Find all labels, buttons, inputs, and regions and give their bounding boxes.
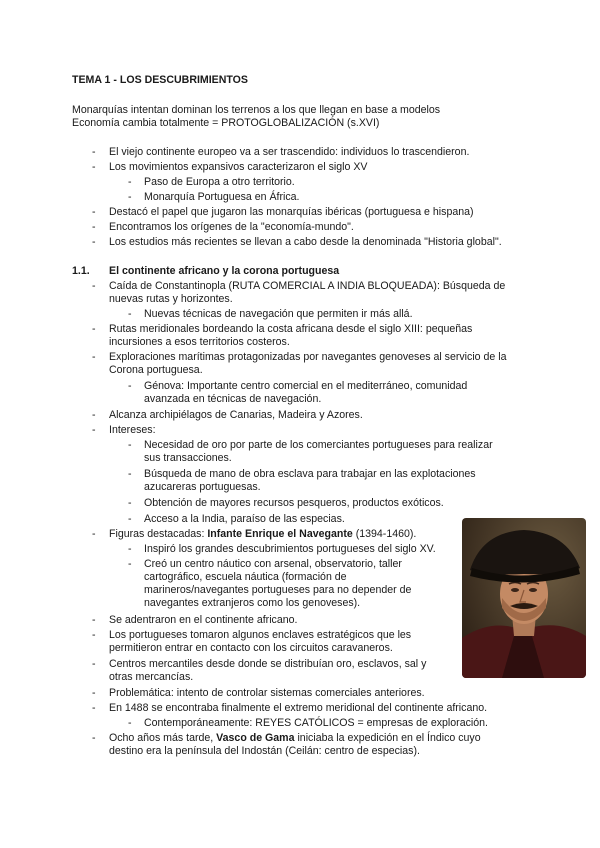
bullet-text-cont: otras mercancías. bbox=[109, 671, 194, 683]
sub-bullet-dash: - bbox=[128, 497, 132, 509]
bullet-dash: - bbox=[92, 629, 96, 641]
bullet-dash: - bbox=[92, 351, 96, 363]
sub-bullet-dash: - bbox=[128, 176, 132, 188]
sub-bullet-text: Paso de Europa a otro territorio. bbox=[144, 176, 295, 188]
sub-bullet-dash: - bbox=[128, 558, 132, 570]
sub-bullet-text: Inspiró los grandes descubrimientos portugueses del siglo XV. bbox=[144, 543, 436, 555]
bullet-text-cont: permitieron entrar en contacto con los circuitos caravaneros. bbox=[109, 642, 393, 654]
bullet-text: Caída de Constantinopla (RUTA COMERCIAL A INDIA BLOQUEADA): Búsqueda de bbox=[109, 280, 506, 292]
figure-dates: (1394-1460). bbox=[352, 528, 417, 540]
section-number: 1.1. bbox=[72, 265, 90, 277]
explorer-name: Vasco de Gama bbox=[216, 732, 295, 744]
bullet-dash: - bbox=[92, 280, 96, 292]
bullet-dash: - bbox=[92, 206, 96, 218]
bullet-text: Alcanza archipiélagos de Canarias, Madeira y Azores. bbox=[109, 409, 363, 421]
sub-bullet-text: Búsqueda de mano de obra esclava para trabajar en las explotaciones bbox=[144, 468, 476, 480]
bullet-dash: - bbox=[92, 528, 96, 540]
bullet-text: Centros mercantiles desde donde se distribuían oro, esclavos, sal y bbox=[109, 658, 427, 670]
sub-bullet-text: Contemporáneamente: REYES CATÓLICOS = empresas de exploración. bbox=[144, 717, 488, 729]
intro-line-2: Economía cambia totalmente = PROTOGLOBALIZACIÓN (s.XVI) bbox=[72, 117, 380, 129]
bullet-dash: - bbox=[92, 687, 96, 699]
figures-prefix: Figuras destacadas: bbox=[109, 528, 208, 540]
sub-bullet-text-cont: navegantes extranjeros como los genoveses). bbox=[144, 597, 361, 609]
bullet-dash: - bbox=[92, 614, 96, 626]
sub-bullet-text: Obtención de mayores recursos pesqueros, productos exóticos. bbox=[144, 497, 444, 509]
sub-bullet-dash: - bbox=[128, 513, 132, 525]
bullet-dash: - bbox=[92, 658, 96, 670]
sub-bullet-dash: - bbox=[128, 439, 132, 451]
bullet-text: Los estudios más recientes se llevan a cabo desde la denominada "Historia global". bbox=[109, 236, 502, 248]
sub-bullet-dash: - bbox=[128, 308, 132, 320]
sub-bullet-dash: - bbox=[128, 191, 132, 203]
sub-bullet-dash: - bbox=[128, 543, 132, 555]
bullet-text: Los portugueses tomaron algunos enclaves estratégicos que les bbox=[109, 629, 412, 641]
bullet-dash: - bbox=[92, 161, 96, 173]
bullet-dash: - bbox=[92, 424, 96, 436]
bullet-text-cont: incursiones a esos territorios costeros. bbox=[109, 336, 290, 348]
sub-bullet-text: Creó un centro náutico con arsenal, observatorio, taller bbox=[144, 558, 402, 570]
bullet-text-cont: nuevas rutas y horizontes. bbox=[109, 293, 233, 305]
line-suffix: iniciaba la expedición en el Índico cuyo bbox=[294, 732, 481, 744]
sub-bullet-dash: - bbox=[128, 468, 132, 480]
portrait-image bbox=[462, 518, 586, 678]
bullet-text-cont: destino era la península del Indostán (Ceilán: centro de especias). bbox=[109, 745, 420, 757]
sub-bullet-text: Acceso a la India, paraíso de las especias. bbox=[144, 513, 345, 525]
bullet-text: Exploraciones marítimas protagonizadas por navegantes genoveses al servicio de la bbox=[109, 351, 507, 363]
portrait-illustration bbox=[462, 518, 586, 678]
figure-name: Infante Enrique el Navegante bbox=[207, 528, 353, 540]
bullet-text: Los movimientos expansivos caracterizaron el siglo XV bbox=[109, 161, 368, 173]
sub-bullet-text-cont: marineros/navegantes portugueses para no depender de bbox=[144, 584, 412, 596]
bullet-dash: - bbox=[92, 702, 96, 714]
sub-bullet-text-cont: cartográfico, escuela náutica (formación de bbox=[144, 571, 347, 583]
sub-bullet-text: Necesidad de oro por parte de los comerciantes portugueses para realizar bbox=[144, 439, 493, 451]
sub-bullet-text: Monarquía Portuguesa en África. bbox=[144, 191, 300, 203]
sub-bullet-dash: - bbox=[128, 380, 132, 392]
section-title: El continente africano y la corona portuguesa bbox=[109, 265, 340, 277]
bullet-dash: - bbox=[92, 323, 96, 335]
bullet-text: El viejo continente europeo va a ser trascendido: individuos lo trascendieron. bbox=[109, 146, 470, 158]
bullet-dash: - bbox=[92, 236, 96, 248]
bullet-text-cont: Corona portuguesa. bbox=[109, 364, 203, 376]
bullet-dash: - bbox=[92, 146, 96, 158]
bullet-text bbox=[109, 732, 481, 745]
bullet-text: Encontramos los orígenes de la "economía-mundo". bbox=[109, 221, 354, 233]
sub-bullet-text-cont: azucareras portuguesas. bbox=[144, 481, 261, 493]
bullet-dash: - bbox=[92, 409, 96, 421]
document-title: TEMA 1 - LOS DESCUBRIMIENTOS bbox=[72, 74, 248, 86]
bullet-text: Problemática: intento de controlar sistemas comerciales anteriores. bbox=[109, 687, 425, 699]
bullet-text: Se adentraron en el continente africano. bbox=[109, 614, 298, 626]
sub-bullet-text-cont: avanzada en técnicas de navegación. bbox=[144, 393, 322, 405]
bullet-dash: - bbox=[92, 221, 96, 233]
bullet-text: Intereses: bbox=[109, 424, 156, 436]
intro-line-1: Monarquías intentan dominan los terrenos a los que llegan en base a modelos bbox=[72, 104, 441, 116]
sub-bullet-text-cont: sus transacciones. bbox=[144, 452, 232, 464]
line-prefix: Ocho años más tarde, bbox=[109, 732, 217, 744]
bullet-dash: - bbox=[92, 732, 96, 744]
bullet-text bbox=[109, 528, 416, 541]
bullet-text: Destacó el papel que jugaron las monarquías ibéricas (portuguesa e hispana) bbox=[109, 206, 474, 218]
sub-bullet-text: Génova: Importante centro comercial en el mediterráneo, comunidad bbox=[144, 380, 468, 392]
bullet-text: En 1488 se encontraba finalmente el extremo meridional del continente africano. bbox=[109, 702, 488, 714]
sub-bullet-dash: - bbox=[128, 717, 132, 729]
bullet-text: Rutas meridionales bordeando la costa africana desde el siglo XIII: pequeñas bbox=[109, 323, 473, 335]
sub-bullet-text: Nuevas técnicas de navegación que permiten ir más allá. bbox=[144, 308, 413, 320]
